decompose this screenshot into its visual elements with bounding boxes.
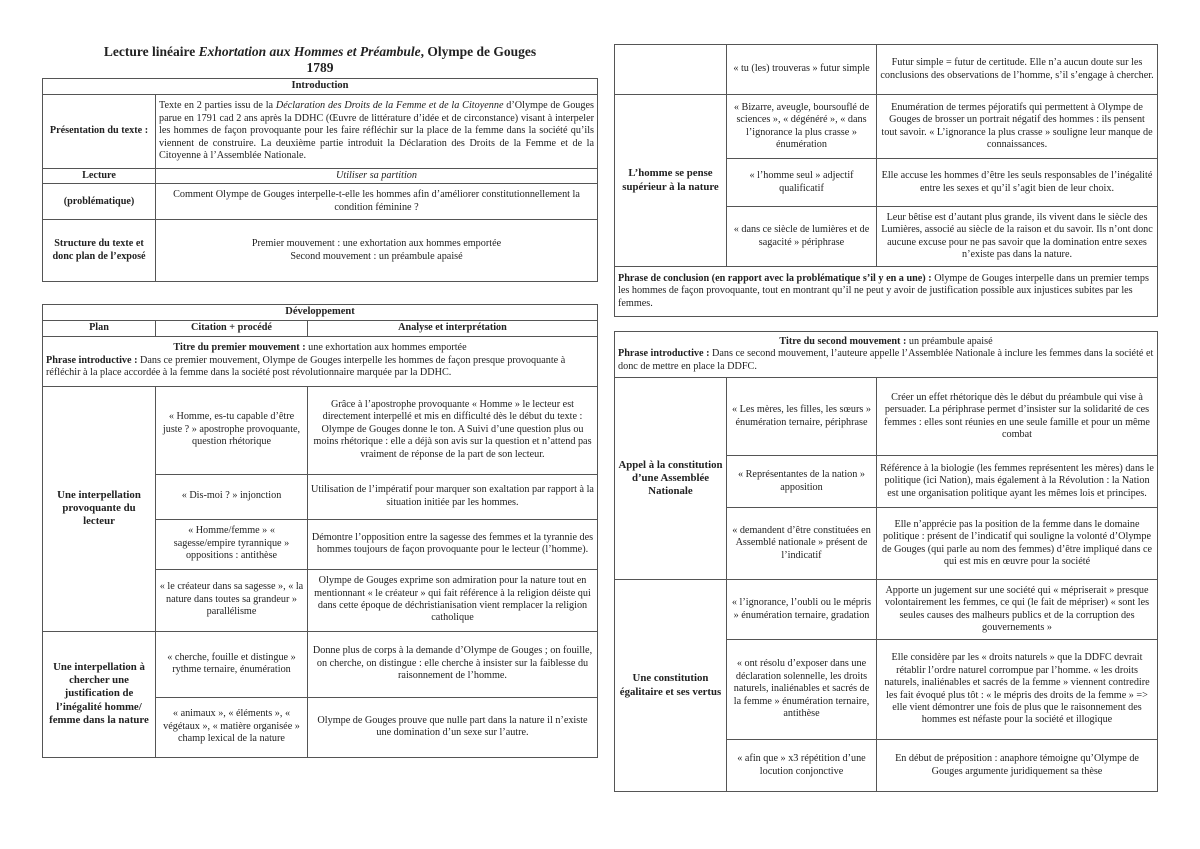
presentation-a: Texte en 2 parties issu de la (159, 100, 276, 112)
citation-cell: « Homme, es-tu capable d’être juste ? » apostrophe provoquante, question rhétorique (156, 386, 308, 474)
structure-2: Second mouvement : un préambule apaisé (290, 250, 463, 262)
conclusion-value: Olympe de Gouges interpelle dans un premier temps les hommes de façon provoquante, tout en montrant qu’il ne peut y avoir de justification possible aux injustices subites par les femmes. (618, 272, 1149, 309)
structure-value (156, 220, 598, 282)
citation-cell: « Représentantes de la nation » apposition (727, 456, 877, 508)
empty-plan-cell (615, 45, 727, 95)
analysis-cell: Futur simple = futur de certitude. Elle n’a aucun doute sur les conclusions des observations de l’homme, s’il s’engage à chercher. (877, 45, 1158, 95)
intro-section-title: Introduction (43, 79, 598, 95)
plan-d: Appel à la constitution d’une Assemblée Nationale (615, 378, 727, 580)
analysis-cell: Grâce à l’apostrophe provoquante « Homme » le lecteur est directement interpellé et mis en difficulté dès le début du texte : Olympe de Gouges donne le ton. A Suivi d’une question plus ou moins rhétorique : elle a déjà son avis sur la question et n’attend pas vraiment de réponse de la part de son lecteur. (308, 386, 598, 474)
lecture-value: Utiliser sa partition (156, 168, 598, 183)
citation-cell: « le créateur dans sa sagesse », « la nature dans toutes sa grandeur » parallélisme (156, 569, 308, 631)
presentation-b: d’Olympe de Gouges parue en 1791 cad 2 ans après la DDHC (Œuvre de littérature d’idée et de circonstance) visant à interpeler les hommes de façon provoquante pour les faire réfléchir sur la place de la femme dans la société qu’ils viennent de construire. La deuxième partie introduit la Déclaration des Droits de la Femme et de la Citoyenne à l’Assemblée Nationale. (159, 100, 594, 161)
col-plan-header: Plan (43, 321, 156, 336)
analysis-cell: Leur bêtise est d’autant plus grande, ils vivent dans le siècle des Lumières, associé au siècle de la raison et du savoir. Ils n’ont donc aucune excuse pour ne pas savoir que la domination entre sexes n’existe pas dans la nature. (877, 207, 1158, 267)
col-analyse-header: Analyse et interprétation (308, 321, 598, 336)
title-suffix: , Olympe de Gouges (420, 44, 537, 59)
citation-cell: « animaux », « éléments », « végétaux », « matière organisée » champ lexical de la nature (156, 697, 308, 757)
m1-intro-value: Dans ce premier mouvement, Olympe de Gouges interpelle les hommes de façon presque provoquante à réfléchir à la place accordée à la femme dans la société post révolutionnaire marquée par la DDHC. (46, 354, 566, 379)
analysis-cell: Elle considère par les « droits naturels » que la DDFC devrait rétablir l’ordre naturel corrompue par l’homme. « les droits naturels, inaliénables et sacrés de la femme » viennent contredire les fait évoqué plus tôt : « le mépris des droits de la femme » => elle vient démontrer une fois de plus que le raisonnement des hommes est néfaste pour la société et illogique (877, 640, 1158, 740)
title-year: 1789 (306, 59, 334, 75)
plan-b: Une interpellation à chercher une justification de l’inégalité homme/ femme dans la nature (43, 631, 156, 757)
movement-2-intro (615, 332, 1158, 378)
lecture-label: Lecture (43, 168, 156, 183)
plan-e: Une constitution égalitaire et ses vertus (615, 580, 727, 792)
table-row (43, 631, 598, 697)
plan-c: L’homme se pense supérieur à la nature (615, 95, 727, 267)
conclusion (615, 267, 1158, 317)
title-prefix: Lecture linéaire (103, 44, 199, 59)
m2-intro-value: Dans ce second mouvement, l’auteure appelle l’Assemblée Nationale à inclure les femmes dans la société et donc de mettre en place la DDFC. (618, 348, 1154, 372)
title-italic: Exhortation aux Hommes et Préambule (198, 44, 421, 59)
analysis-cell: Elle accuse les hommes d’être les seuls responsables de l’inégalité entre les sexes et qu’il s’agit bien de leur choix. (877, 159, 1158, 207)
introduction-table (42, 78, 598, 282)
problem-value: Comment Olympe de Gouges interpelle-t-elle les hommes afin d’améliorer constitutionnellement la condition féminine ? (156, 184, 598, 220)
structure-label: Structure du texte et donc plan de l’exposé (43, 220, 156, 282)
m1-title-label: Titre du premier mouvement : (173, 342, 306, 354)
citation-cell: « l’homme seul » adjectif qualificatif (727, 159, 877, 207)
analysis-cell: Apporte un jugement sur une société qui « mépriserait » presque volontairement les femmes, ce qui (le fait de mépriser) « sont les seules causes des malheurs publics et de la corruption des gouvernements » (877, 580, 1158, 640)
citation-cell: « ont résolu d’exposer dans une déclaration solennelle, les droits naturels, inaliénables et sacrés de la femme » énumération ternaire, antithèse (727, 640, 877, 740)
analysis-cell: Utilisation de l’impératif pour marquer son exaltation par rapport à la situation initiée par les hommes. (308, 474, 598, 519)
citation-cell: « tu (les) trouveras » futur simple (727, 45, 877, 95)
m1-title-value: une exhortation aux hommes emportée (305, 342, 467, 354)
analysis-cell: Olympe de Gouges exprime son admiration pour la nature tout en mentionnant « le créateur » qui fait référence à la religion déiste qui dans cette époque de déchristianisation vient remplacer la religion catholique (308, 569, 598, 631)
presentation-italic: Déclaration des Droits de la Femme et de la Citoyenne (275, 100, 504, 112)
col-citation-header: Citation + procédé (156, 321, 308, 336)
analysis-cell: Olympe de Gouges prouve que nulle part dans la nature il n’existe une domination d’un sexe sur l’autre. (308, 697, 598, 757)
table-row (43, 386, 598, 474)
citation-cell: « demandent d’être constituées en Assemblé nationale » présent de l’indicatif (727, 508, 877, 580)
table-row (615, 45, 1158, 95)
citation-cell: « Bizarre, aveugle, boursouflé de sciences », « dégénéré », « dans l’ignorance la plus crasse » énumération (727, 95, 877, 159)
citation-cell: « Les mères, les filles, les sœurs » énumération ternaire, périphrase (727, 378, 877, 456)
citation-cell: « Dis-moi ? » injonction (156, 474, 308, 519)
analysis-cell: Démontre l’opposition entre la sagesse des femmes et la tyrannie des hommes toujours de façon provoquante pour le lecteur (l’homme). (308, 519, 598, 569)
problem-label: (problématique) (43, 184, 156, 220)
m2-title-label: Titre du second mouvement : (779, 335, 907, 347)
analysis-cell: En début de préposition : anaphore témoigne qu’Olympe de Gouges argumente juridiquement sa thèse (877, 740, 1158, 792)
citation-cell: « l’ignorance, l’oubli ou le mépris » énumération ternaire, gradation (727, 580, 877, 640)
dev-section-title: Développement (43, 305, 598, 321)
analysis-cell: Référence à la biologie (les femmes représentent les mères) dans le politique (ici Nation), mais également à la Révolution : la Nation est une organisation politique ayant les mêmes lois et principes. (877, 456, 1158, 508)
conclusion-label: Phrase de conclusion (en rapport avec la problématique s’il y en a une) : (618, 272, 932, 284)
structure-1: Premier mouvement : une exhortation aux hommes emportée (251, 238, 502, 250)
presentation-text (156, 94, 598, 168)
citation-cell: « cherche, fouille et distingue » rythme ternaire, énumération (156, 631, 308, 697)
table-row (615, 95, 1158, 159)
analysis-cell: Enumération de termes péjoratifs qui permettent à Olympe de Gouges de brosser un portrait négatif des hommes : ils pensent tout savoir. « L’ignorance la plus crasse » souligne leur manque de connaissances. (877, 95, 1158, 159)
movement-1-intro (43, 336, 598, 386)
left-column (42, 44, 598, 758)
document-title (42, 44, 598, 75)
m1-intro-label: Phrase introductive : (46, 354, 138, 366)
plan-a: Une interpellation provoquante du lecteur (43, 386, 156, 631)
table-row (615, 378, 1158, 456)
citation-cell: « afin que » x3 répétition d’une locution conjonctive (727, 740, 877, 792)
right-column (614, 44, 1158, 792)
analysis-cell: Créer un effet rhétorique dès le début du préambule qui vise à persuader. La périphrase permet d’insister sur la solidarité de ces femmes : elles sont réunies en une seule famille et pour un même combat (877, 378, 1158, 456)
m2-title-value: un préambule apaisé (906, 335, 993, 347)
development-table (42, 304, 598, 757)
right-table (614, 44, 1158, 792)
analysis-cell: Donne plus de corps à la demande d’Olympe de Gouges ; on fouille, on cherche, on distingue : elle cherche à insister sur la faiblesse du raisonnement de l’homme. (308, 631, 598, 697)
citation-cell: « dans ce siècle de lumières et de sagacité » périphrase (727, 207, 877, 267)
table-row (615, 580, 1158, 640)
m2-intro-label: Phrase introductive : (618, 348, 710, 360)
presentation-label: Présentation du texte : (43, 94, 156, 168)
citation-cell: « Homme/femme » « sagesse/empire tyrannique » oppositions : antithèse (156, 519, 308, 569)
analysis-cell: Elle n’apprécie pas la position de la femme dans le domaine politique : présent de l’indicatif qui souligne la volonté d’Olympe de Gouges (qui parle au nom des femmes) d’être impliqué dans ce qui est mis en œuvre pour la société (877, 508, 1158, 580)
